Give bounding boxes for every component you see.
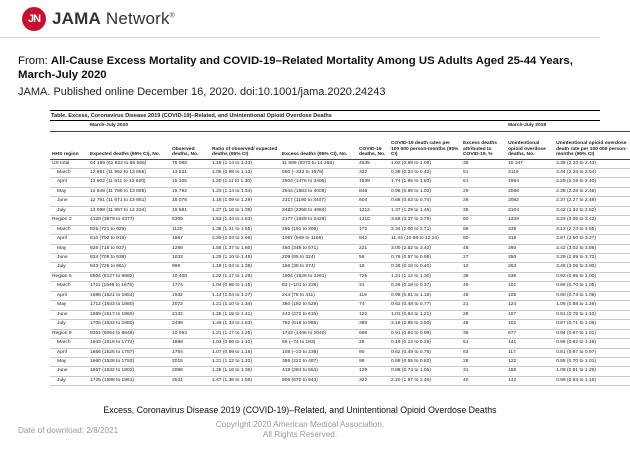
table-cell: 2.29 (2.19 to 2.40) xyxy=(554,178,630,187)
table-cell: 0.26 (0.18 to 0.37) xyxy=(389,282,461,291)
table-cell: 51 xyxy=(461,168,506,177)
table-cell: 355 (222 to 487) xyxy=(280,358,357,367)
table-cell: 1698 xyxy=(170,339,210,348)
row-label-cell: March xyxy=(50,225,88,234)
table-cell: 0.19 (0.13 to 0.28) xyxy=(389,339,461,348)
table-cell: 1.08 (0.91 to 1.26) xyxy=(554,367,630,376)
table-cell: 2.38 (2.28 to 2.48) xyxy=(554,187,630,196)
results-table xyxy=(50,121,630,386)
table-cell: 2062 xyxy=(506,197,554,206)
table-cell: 122 xyxy=(357,310,389,319)
table-cell: 842 xyxy=(357,235,389,244)
table-cell: 332 xyxy=(357,168,389,177)
table-cell: 443 (272 to 615) xyxy=(280,310,357,319)
table-cell: 0.87 (0.71 to 1.06) xyxy=(554,320,630,329)
table-cell: 74 xyxy=(357,301,389,310)
table-cell: 1.06 (0.88 to 1.26) xyxy=(554,301,630,310)
table-cell: 1.37 (1.29 to 1.45) xyxy=(389,206,461,215)
table-row xyxy=(50,367,630,376)
table-cell: 2119 xyxy=(506,168,554,177)
row-label-cell: April xyxy=(50,178,88,187)
table-cell: 12 881 (11 952 to 13 855) xyxy=(88,168,170,177)
table-cell: 1.18 (1.09 to 1.29) xyxy=(210,197,280,206)
table-cell: 1689 (1517 to 1860) xyxy=(88,310,170,319)
figure-caption: Excess, Coronavirus Disease 2019 (COVID-19)–Related, and Unintentional Opioid Overdose Deaths xyxy=(103,405,497,415)
table-cell: 19 xyxy=(357,263,389,272)
table-cell: 28 xyxy=(461,358,506,367)
table-cell: 2104 xyxy=(506,206,554,215)
table-cell: 263 xyxy=(506,263,554,272)
table-cell: 156 (38 to 274) xyxy=(280,263,357,272)
table-cell: 604 xyxy=(357,197,389,206)
table-cell: 1.21 (1.10 to 1.34) xyxy=(210,301,280,310)
table-cell: 999 xyxy=(170,263,210,272)
table-cell: 0.81 (0.67 to 0.97) xyxy=(554,348,630,357)
table-cell: 295 (191 to 399) xyxy=(280,225,357,234)
table-cell: 118 xyxy=(357,291,389,300)
row-label-cell: Region 6 xyxy=(50,272,88,281)
row-label-cell: June xyxy=(50,197,88,206)
row-label-cell: May xyxy=(50,187,88,196)
table-cell: 40 xyxy=(461,376,506,385)
table-cell: 1932 xyxy=(170,291,210,300)
row-label-cell: Region 2 xyxy=(50,216,88,225)
table-cell: 4535 xyxy=(357,159,389,168)
table-cell: 124 xyxy=(506,301,554,310)
table-cell: 3.13 (2.74 to 3.55) xyxy=(554,225,630,234)
table-row xyxy=(50,159,630,168)
table-cell: 1867 xyxy=(170,235,210,244)
table-row xyxy=(50,216,630,225)
table-cell: 1310 xyxy=(357,216,389,225)
table-cell: 1712 (1543 to 1880) xyxy=(88,301,170,310)
article-citation: JAMA. Published online December 16, 2020. doi:10.1001/jama.2020.24243 xyxy=(18,86,386,98)
table-cell: 1.21 (1.12 to 1.32) xyxy=(210,358,280,367)
table-cell: 2531 xyxy=(170,376,210,385)
column-header: Unintentional opioid overdose deaths, No. xyxy=(506,131,554,159)
table-cell: 1.74 (1.65 to 1.83) xyxy=(389,178,461,187)
table-cell: 63 (−101 to 228) xyxy=(280,282,357,291)
table-cell: 1033 xyxy=(170,254,210,263)
table-cell: 826 (715 to 937) xyxy=(88,244,170,253)
column-header: Unintentional opioid overdose death rate per 100 000 person-months (95% CI) xyxy=(554,131,630,159)
row-label-cell: March xyxy=(50,282,88,291)
table-cell: 107 xyxy=(506,310,554,319)
table-cell: 1743 (1446 to 2040) xyxy=(280,329,357,338)
table-cell: 0.68 (0.63 to 0.74) xyxy=(389,197,461,206)
table-cell: 3.46 (3.05 to 3.90) xyxy=(554,263,630,272)
table-row xyxy=(50,235,630,244)
table-cell: 117 xyxy=(506,348,554,357)
table-cell: 1.23 (1.14 to 1.34) xyxy=(210,187,280,196)
table-cell: 3.42 (3.02 to 3.86) xyxy=(554,244,630,253)
table-cell: 2944 (1883 to 4006) xyxy=(280,187,357,196)
table-cell: 48 xyxy=(461,244,506,253)
table-row xyxy=(50,376,630,385)
table-row xyxy=(50,348,630,357)
table-row xyxy=(50,206,630,215)
table-cell: 1.46 (1.33 to 1.63) xyxy=(210,320,280,329)
table-cell: 209 (95 to 324) xyxy=(280,254,357,263)
table-caption: Table. Excess, Coronavirus Disease 2019 (COVID-19)–Related, and Unintentional Opioid Overdose Deaths xyxy=(50,110,600,121)
table-cell: 31 xyxy=(357,282,389,291)
table-cell: 1.25 (1.10 to 1.46) xyxy=(210,254,280,263)
table-cell: 55 (−74 to 183) xyxy=(280,339,357,348)
table-cell: 1120 xyxy=(170,225,210,234)
table-body xyxy=(50,159,630,386)
table-cell: 141 xyxy=(506,339,554,348)
table-cell: 0.38 (0.34 to 0.42) xyxy=(389,168,461,177)
table-cell: 29 xyxy=(461,187,506,196)
brand-name[interactable] xyxy=(52,9,175,29)
table-row xyxy=(50,358,630,367)
table-cell: 2.20 (1.97 to 2.46) xyxy=(389,376,461,385)
table-row xyxy=(50,244,630,253)
column-header-row xyxy=(50,131,630,159)
table-cell: 650 (−333 to 1579) xyxy=(280,168,357,177)
table-cell: 11 899 (9373 to 14 266) xyxy=(280,159,357,168)
row-label-cell: June xyxy=(50,310,88,319)
table-cell: 1706 (1533 to 1880) xyxy=(88,320,170,329)
table-cell: 26 xyxy=(461,197,506,206)
table-cell: 48 xyxy=(461,320,506,329)
table-cell: 1.05 (0.98 to 1.13) xyxy=(210,168,280,177)
table-cell: 1.47 (1.36 to 1.59) xyxy=(210,376,280,385)
table-cell: 8351 (8054 to 8648) xyxy=(88,329,170,338)
brand-name-bold: JAMA xyxy=(52,9,101,28)
table-cell: 102 xyxy=(506,320,554,329)
table-row xyxy=(50,291,630,300)
table-cell: 2498 xyxy=(170,320,210,329)
table-cell: 843 (725 to 961) xyxy=(88,263,170,272)
results-table-figure xyxy=(50,110,627,400)
table-cell: 13 531 xyxy=(170,168,210,177)
table-cell: 2015 xyxy=(170,358,210,367)
table-row xyxy=(50,320,630,329)
table-cell: 2317 (1190 to 3407) xyxy=(280,197,357,206)
column-header: COVID-19 death rates per 100 000 person-months (95% CI) xyxy=(389,131,461,159)
table-cell: 725 xyxy=(357,272,389,281)
table-cell: 28 xyxy=(357,339,389,348)
table-cell: 668 xyxy=(357,329,389,338)
column-header: Observed deaths, No. xyxy=(170,131,210,159)
table-cell: 3483 (2258 to 4684) xyxy=(280,206,357,215)
copyright-line-1: Copyright 2020 American Medical Association. xyxy=(215,420,385,429)
table-cell: 1.26 (1.15 to 1.41) xyxy=(210,310,280,319)
table-cell: 101 xyxy=(506,282,554,291)
table-cell: 1904 (1526 to 2281) xyxy=(280,272,357,281)
table-cell: 90 xyxy=(357,348,389,357)
table-cell: 0.68 (0.55 to 0.82) xyxy=(389,358,461,367)
table-cell: 1539 xyxy=(357,178,389,187)
copyright-line-2: All Rights Reserved. xyxy=(262,430,338,439)
table-cell: 15 792 xyxy=(170,187,210,196)
period-2018-header: March-July 2018 xyxy=(506,121,630,131)
table-cell: 60 xyxy=(461,216,506,225)
table-cell: 1.14 (1.04 to 1.27) xyxy=(210,291,280,300)
from-label: From: xyxy=(18,55,51,67)
table-cell: 15 106 xyxy=(170,178,210,187)
table-cell: 31 xyxy=(461,367,506,376)
table-cell: 1.56 (1.37 to 1.80) xyxy=(210,244,280,253)
table-cell: 76 088 xyxy=(170,159,210,168)
table-cell: 0.96 (0.89 to 1.03) xyxy=(389,187,461,196)
table-cell: 38 xyxy=(461,159,506,168)
table-cell: 2.30 (2.03 to 2.66) xyxy=(210,235,280,244)
table-cell: 1.20 (1.11 to 1.30) xyxy=(210,178,280,187)
period-2020-header: March-July 2020 xyxy=(88,121,506,131)
table-cell: 38 xyxy=(461,272,506,281)
table-cell: 3.00 (2.62 to 3.42) xyxy=(389,244,461,253)
table-cell: 61 xyxy=(461,178,506,187)
table-cell: 810 (702 to 918) xyxy=(88,235,170,244)
table-cell: 0.26 (0.16 to 0.40) xyxy=(389,263,461,272)
row-label-cell: Region 9 xyxy=(50,329,88,338)
table-cell: 0.62 (0.48 to 0.77) xyxy=(389,301,461,310)
table-cell: 1.01 (0.84 to 1.21) xyxy=(389,310,461,319)
table-cell: 1.27 (1.16 to 1.39) xyxy=(210,206,280,215)
table-cell: 48 xyxy=(461,291,506,300)
table-cell: 11.44 (10.68 to 12.24) xyxy=(389,235,461,244)
table-cell: 2177 (1928 to 2426) xyxy=(280,216,357,225)
table-cell: 1.04 (0.95 to 1.15) xyxy=(210,282,280,291)
table-cell: 218 xyxy=(506,235,554,244)
table-cell: 2.37 (2.27 to 2.48) xyxy=(554,197,630,206)
table-row xyxy=(50,168,630,177)
table-cell: 3.16 (2.85 to 3.50) xyxy=(389,320,461,329)
table-cell: 105 xyxy=(506,291,554,300)
table-cell: 1229 xyxy=(506,216,554,225)
table-cell: 129 xyxy=(357,367,389,376)
table-cell: 1.25 (1.16 to 1.36) xyxy=(210,367,280,376)
table-cell: 539 xyxy=(506,272,554,281)
table-cell: 0.91 (0.84 to 0.99) xyxy=(389,329,461,338)
table-cell: 1212 xyxy=(357,206,389,215)
table-cell: 3.23 (3.05 to 3.42) xyxy=(554,216,630,225)
table-cell: 1.22 (1.17 to 1.28) xyxy=(210,272,280,281)
table-cell: 99 xyxy=(357,358,389,367)
table-cell: 322 xyxy=(357,376,389,385)
table-cell: 0.91 (0.75 to 1.10) xyxy=(554,310,630,319)
brand-registered-mark: ® xyxy=(169,12,176,20)
table-cell: 16 581 xyxy=(170,206,210,215)
table-cell: 1.21 (1.17 to 1.25) xyxy=(210,329,280,338)
table-cell: 13 098 (11 897 to 14 234) xyxy=(88,206,170,215)
table-cell: 58 xyxy=(461,225,506,234)
table-cell: 2.34 (2.00 to 2.71) xyxy=(389,225,461,234)
table-cell: 1643 (1515 to 1772) xyxy=(88,339,170,348)
source-article xyxy=(18,54,596,82)
table-row xyxy=(50,197,630,206)
table-cell: 2.44 (2.33 to 2.54) xyxy=(554,168,630,177)
table-cell: 419 (284 to 554) xyxy=(280,367,357,376)
copyright-notice xyxy=(170,420,430,440)
table-cell: 49 xyxy=(461,282,506,291)
table-row xyxy=(50,310,630,319)
table-cell: 221 xyxy=(357,244,389,253)
row-label-cell: April xyxy=(50,235,88,244)
table-row xyxy=(50,339,630,348)
table-cell: 56 xyxy=(357,254,389,263)
table-cell: 0.94 (0.87 to 1.01) xyxy=(554,329,630,338)
table-cell: 51 xyxy=(461,339,506,348)
table-cell: 360 (192 to 529) xyxy=(280,301,357,310)
table-cell: 10 347 xyxy=(506,159,554,168)
table-cell: 0.85 (0.70 to 1.01) xyxy=(554,358,630,367)
table-cell: 250 xyxy=(506,254,554,263)
table-cell: 10 094 xyxy=(170,329,210,338)
table-cell: 3.56 (3.37 to 3.76) xyxy=(389,216,461,225)
table-cell: 122 xyxy=(506,358,554,367)
table-cell: 108 (−23 to 239) xyxy=(280,348,357,357)
row-label-cell: March xyxy=(50,168,88,177)
table-cell: 6305 xyxy=(170,216,210,225)
column-header: Expected deaths (95% CI), No. xyxy=(88,131,170,159)
table-cell: 64 189 (61 822 to 66 556) xyxy=(88,159,170,168)
table-cell: 0.98 (0.81 to 1.18) xyxy=(389,291,461,300)
table-cell: 1.18 (1.04 to 1.38) xyxy=(210,263,280,272)
column-header: Excess deaths attributed to COVID-19, % xyxy=(461,131,506,159)
table-cell: 1286 xyxy=(170,244,210,253)
table-cell: 0.90 (0.73 to 1.09) xyxy=(554,291,630,300)
table-cell: 172 xyxy=(357,225,389,234)
table-cell: 2072 xyxy=(170,301,210,310)
table-cell: 1.36 (1.21 to 1.55) xyxy=(210,225,280,234)
table-cell: 238 xyxy=(506,225,554,234)
table-cell: 0.86 (0.70 to 1.05) xyxy=(554,282,630,291)
table-cell: 2.38 (2.33 to 2.43) xyxy=(554,159,630,168)
download-date: Date of download: 2/8/2021 xyxy=(18,426,119,435)
row-label-cell: May xyxy=(50,358,88,367)
table-row xyxy=(50,282,630,291)
article-title[interactable]: All-Cause Excess Mortality and COVID-19–Related Mortality Among US Adults Aged 25-44 Years, March-July 2020 xyxy=(18,55,573,81)
period-header-row xyxy=(50,121,630,131)
table-cell: 380 xyxy=(357,320,389,329)
column-header: HHS region xyxy=(50,131,88,159)
table-cell: 38 xyxy=(461,329,506,338)
row-label-cell: July xyxy=(50,206,88,215)
table-cell: 2068 xyxy=(506,187,554,196)
table-cell: 806 (670 to 943) xyxy=(280,376,357,385)
table-cell: 244 (78 to 411) xyxy=(280,291,357,300)
table-cell: 2132 xyxy=(170,310,210,319)
table-cell: 0.92 (0.85 to 1.00) xyxy=(554,272,630,281)
table-row xyxy=(50,187,630,196)
table-cell: 1774 xyxy=(170,282,210,291)
row-label-cell: April xyxy=(50,291,88,300)
table-cell: 1.19 (1.14 to 1.23) xyxy=(210,159,280,168)
table-cell: 1.53 (1.44 to 1.63) xyxy=(210,216,280,225)
table-cell: 1656 (1525 to 1787) xyxy=(88,348,170,357)
table-cell: 0.62 (0.49 to 0.76) xyxy=(389,348,461,357)
row-label-cell: May xyxy=(50,301,88,310)
table-cell: 1725 (1588 to 1861) xyxy=(88,376,170,385)
site-header xyxy=(0,0,600,38)
table-cell: 825 (721 to 929) xyxy=(88,225,170,234)
table-cell: 792 (618 to 965) xyxy=(280,320,357,329)
table-cell: 10 408 xyxy=(170,272,210,281)
table-cell: 260 xyxy=(506,244,554,253)
table-cell: 0.76 (0.57 to 0.99) xyxy=(389,254,461,263)
table-row xyxy=(50,263,630,272)
jn-logo-icon[interactable]: JN xyxy=(22,7,46,31)
table-row xyxy=(50,225,630,234)
row-label-cell: July xyxy=(50,320,88,329)
table-cell: 1994 xyxy=(506,178,554,187)
table-cell: 21 xyxy=(461,301,506,310)
table-row xyxy=(50,329,630,338)
table-cell: 155 xyxy=(506,367,554,376)
table-cell: 0.99 (0.83 to 1.16) xyxy=(554,376,630,385)
table-row xyxy=(50,272,630,281)
table-row xyxy=(50,254,630,263)
table-cell: 1057 (949 to 1165) xyxy=(280,235,357,244)
table-cell: 3.29 (2.89 to 3.72) xyxy=(554,254,630,263)
table-cell: 142 xyxy=(506,376,554,385)
table-cell: 27 xyxy=(461,254,506,263)
table-cell: 83 xyxy=(461,348,506,357)
table-cell: 1.02 (0.99 to 1.06) xyxy=(389,159,461,168)
table-row xyxy=(50,301,630,310)
table-cell: 1711 (1546 to 1875) xyxy=(88,282,170,291)
row-label-cell: March xyxy=(50,339,88,348)
table-cell: 1.21 (1.12 to 1.30) xyxy=(389,272,461,281)
column-header: COVID-19 deaths, No. xyxy=(357,131,389,159)
table-cell: 1667 (1532 to 1802) xyxy=(88,367,170,376)
row-label-cell: May xyxy=(50,244,88,253)
table-cell: 8504 (8127 to 8882) xyxy=(88,272,170,281)
row-label-cell: June xyxy=(50,254,88,263)
table-cell: 12 602 (11 611 to 13 620) xyxy=(88,178,170,187)
row-label-cell: April xyxy=(50,348,88,357)
table-cell: 80 xyxy=(461,235,506,244)
table-cell: 677 xyxy=(506,329,554,338)
table-cell: 1.03 (0.96 to 1.12) xyxy=(210,339,280,348)
table-cell: 12 xyxy=(461,263,506,272)
table-cell: 12 848 (11 786 to 13 895) xyxy=(88,187,170,196)
table-cell: 460 (349 to 571) xyxy=(280,244,357,253)
table-cell: 824 (709 to 938) xyxy=(88,254,170,263)
table-cell: 15 078 xyxy=(170,197,210,206)
table-row xyxy=(50,178,630,187)
brand-name-rest: Network xyxy=(100,9,170,28)
row-label-cell: July xyxy=(50,263,88,272)
column-header: Excess deaths (95% CI), No. xyxy=(280,131,357,159)
table-cell: 2.42 (2.32 to 2.52) xyxy=(554,206,630,215)
table-cell: 2504 (1476 to 3495) xyxy=(280,178,357,187)
table-cell: 2086 xyxy=(170,367,210,376)
table-cell: 4128 (3879 to 4377) xyxy=(88,216,170,225)
row-label-cell: July xyxy=(50,376,88,385)
table-cell: 28 xyxy=(461,310,506,319)
table-cell: 1688 (1521 to 1854) xyxy=(88,291,170,300)
table-cell: 848 xyxy=(357,187,389,196)
table-cell: 0.88 (0.74 to 1.05) xyxy=(389,367,461,376)
table-cell: 1660 (1528 to 1793) xyxy=(88,358,170,367)
table-cell: 2.87 (2.50 to 3.27) xyxy=(554,235,630,244)
period-spacer xyxy=(50,121,88,131)
row-label-cell: June xyxy=(50,367,88,376)
column-header: Ratio of observed/ expected deaths (95% CI) xyxy=(210,131,280,159)
table-cell: 1.07 (0.99 to 1.16) xyxy=(210,348,280,357)
table-cell: 35 xyxy=(461,206,506,215)
table-cell: 0.98 (0.82 to 1.15) xyxy=(554,339,630,348)
row-label-cell: US total xyxy=(50,159,88,168)
table-cell: 12 761 (11 671 to 13 851) xyxy=(88,197,170,206)
table-cell: 1764 xyxy=(170,348,210,357)
